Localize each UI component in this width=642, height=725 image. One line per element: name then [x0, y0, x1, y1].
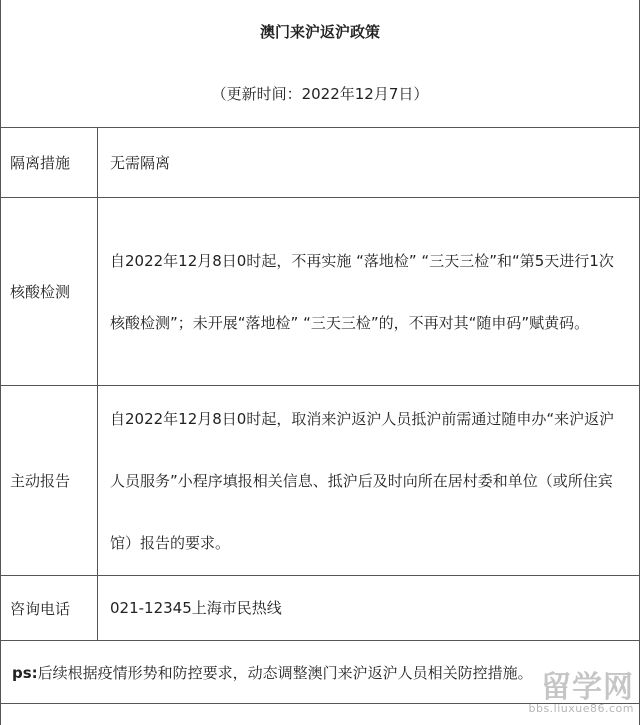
row-value-quarantine: 无需隔离 [98, 128, 640, 198]
ps-prefix: ps: [12, 663, 38, 682]
policy-table [0, 127, 640, 704]
table-row [1, 576, 640, 641]
row-value-hotline: 021-12345上海市民热线 [98, 576, 640, 641]
row-label-testing: 核酸检测 [1, 198, 98, 386]
table-row [1, 386, 640, 576]
page-title: 澳门来沪返沪政策 [259, 23, 380, 41]
update-time: （更新时间：2022年12月7日） [211, 85, 429, 103]
watermark-logo: 留学网 [541, 670, 634, 705]
ps-text: 后续根据疫情形势和防控要求，动态调整澳门来沪返沪人员相关防控措施。 [37, 663, 533, 682]
watermark-url: bbs.liuxue86.com [528, 702, 634, 715]
row-label-hotline: 咨询电话 [1, 576, 98, 641]
row-label-quarantine: 隔离措施 [1, 128, 98, 198]
table-row [1, 198, 640, 386]
ps-note [1, 641, 640, 704]
row-value-report: 自2022年12月8日0时起，取消来沪返沪人员抵沪前需通过随申办“来沪返沪人员服务”小程序填报相关信息、抵沪后及时向所在居村委和单位（或所住宾馆）报告的要求。 [98, 386, 640, 576]
table-row [1, 128, 640, 198]
row-value-testing: 自2022年12月8日0时起，不再实施 “落地检” “三天三检”和“第5天进行1次核酸检测”；未开展“落地检” “三天三检”的，不再对其“随申码”赋黄码。 [98, 198, 640, 386]
ps-row [1, 641, 640, 704]
row-label-report: 主动报告 [1, 386, 98, 576]
